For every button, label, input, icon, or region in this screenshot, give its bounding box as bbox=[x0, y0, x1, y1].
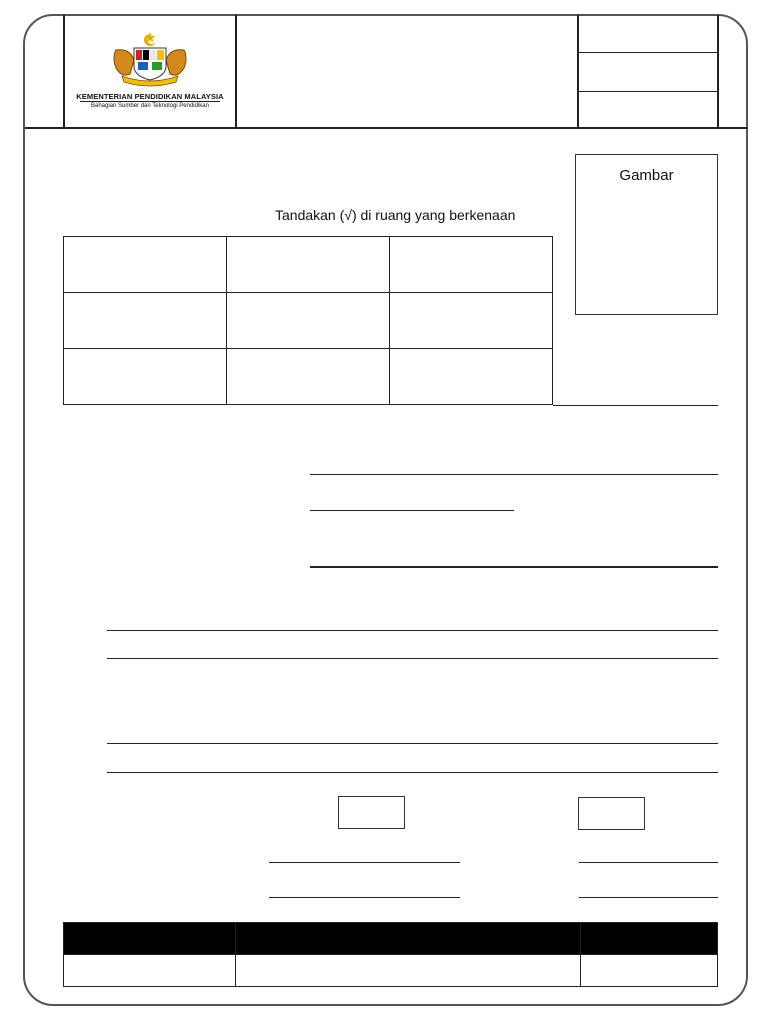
header-right-rule-2 bbox=[577, 91, 717, 92]
header-divider-right bbox=[577, 15, 579, 127]
table-header-cell bbox=[64, 923, 236, 955]
fill-line-short[interactable] bbox=[310, 510, 514, 511]
signature-line[interactable] bbox=[269, 862, 460, 863]
logo-divider bbox=[80, 101, 220, 102]
fill-line[interactable] bbox=[107, 772, 718, 773]
entry-box-right[interactable] bbox=[578, 797, 645, 830]
table-cell[interactable] bbox=[64, 349, 227, 405]
table-cell[interactable] bbox=[581, 955, 718, 987]
table-cell[interactable] bbox=[64, 955, 236, 987]
division-name: Bahagian Sumber dan Teknologi Pendidikan bbox=[91, 103, 209, 109]
signature-line[interactable] bbox=[269, 897, 460, 898]
fill-line[interactable] bbox=[107, 630, 718, 631]
table-cell[interactable] bbox=[64, 237, 227, 293]
checkbox-instruction: Tandakan (√) di ruang yang berkenaan bbox=[275, 207, 516, 223]
table-cell[interactable] bbox=[390, 349, 553, 405]
footer-table bbox=[63, 922, 718, 987]
section-divider bbox=[553, 405, 718, 406]
date-line[interactable] bbox=[579, 862, 718, 863]
photo-label: Gambar bbox=[619, 167, 674, 184]
photo-box[interactable] bbox=[575, 154, 718, 315]
header-right-rule-1 bbox=[577, 52, 717, 53]
table-cell[interactable] bbox=[227, 349, 390, 405]
fill-line[interactable] bbox=[107, 658, 718, 659]
table-row bbox=[64, 293, 553, 349]
fill-line[interactable] bbox=[107, 743, 718, 744]
table-cell[interactable] bbox=[227, 293, 390, 349]
malaysia-coat-of-arms-icon bbox=[66, 30, 234, 92]
table-cell[interactable] bbox=[236, 955, 581, 987]
entry-box-left[interactable] bbox=[338, 796, 405, 829]
table-row bbox=[64, 349, 553, 405]
header-bottom-rule bbox=[25, 127, 748, 129]
header-divider-left bbox=[63, 15, 65, 127]
header-divider-logo bbox=[235, 15, 237, 127]
table-row bbox=[64, 237, 553, 293]
table-header-cell bbox=[236, 923, 581, 955]
table-cell[interactable] bbox=[390, 237, 553, 293]
table-row bbox=[64, 923, 718, 955]
date-line[interactable] bbox=[579, 897, 718, 898]
ministry-name: KEMENTERIAN PENDIDIKAN MALAYSIA bbox=[76, 92, 224, 101]
fill-line[interactable] bbox=[310, 566, 718, 568]
checkbox-table bbox=[63, 236, 553, 405]
table-cell[interactable] bbox=[390, 293, 553, 349]
fill-line[interactable] bbox=[310, 474, 718, 475]
table-cell[interactable] bbox=[64, 293, 227, 349]
header-divider-edge bbox=[717, 15, 719, 127]
table-header-cell bbox=[581, 923, 718, 955]
table-cell[interactable] bbox=[227, 237, 390, 293]
ministry-logo bbox=[66, 30, 234, 120]
table-row bbox=[64, 955, 718, 987]
